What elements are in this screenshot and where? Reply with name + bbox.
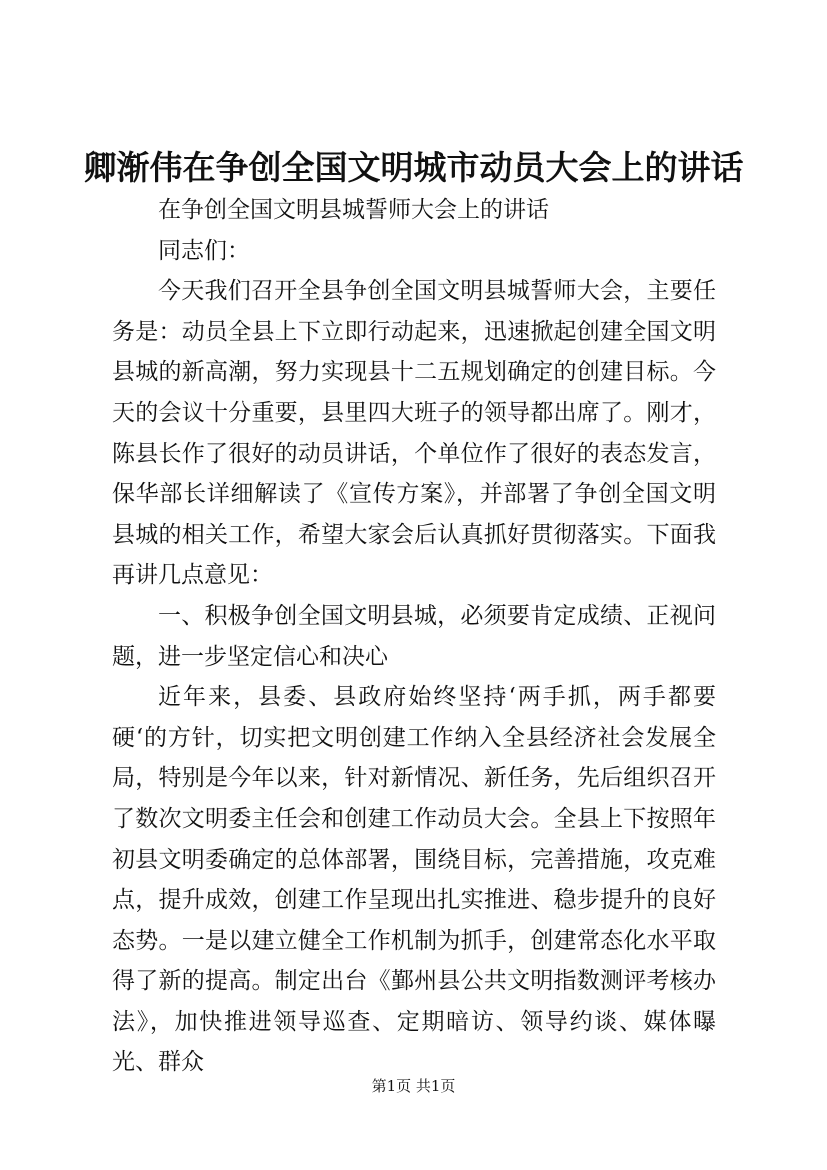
- subtitle-paragraph: 在争创全国文明县城誓师大会上的讲话: [158, 197, 549, 223]
- section-heading-paragraph: 一、积极争创全国文明县城，必须要肯定成绩、正视问题，进一步坚定信心和决心: [112, 602, 716, 670]
- document-body: [112, 190, 716, 1083]
- intro-paragraph: 今天我们召开全县争创全国文明县城誓师大会，主要任务是：动员全县上下立即行动起来，迅速掀起创建全国文明县城的新高潮，努力实现县十二五规划确定的创建目标。今天的会议十分重要，县里四大班子的领导都出席了。刚才，陈县长作了很好的动员讲话，个单位作了很好的表态发言，保华部长详细解读了《宣传方案》，并部署了争创全国文明县城的相关工作，希望大家会后认真抓好贯彻落实。下面我再讲几点意见：: [112, 278, 716, 589]
- salutation-paragraph: 同志们：: [158, 237, 250, 264]
- body-paragraph: 近年来，县委、县政府始终坚持‘两手抓，两手都要硬‘的方针，切实把文明创建工作纳入全县经济社会发展全局，特别是今年以来，针对新情况、新任务，先后组织召开了数次文明委主任会和创建工作动员大会。全县上下按照年初县文明委确定的总体部署，围绕目标，完善措施，攻克难点，提升成效，创建工作呈现出扎实推进、稳步提升的良好态势。一是以建立健全工作机制为抓手，创建常态化水平取得了新的提高。制定出台《鄞州县公共文明指数测评考核办法》，加快推进领导巡查、定期暗访、领导约谈、媒体曝光、群众: [112, 684, 716, 1076]
- page-title: 卿渐伟在争创全国文明城市动员大会上的讲话: [83, 148, 744, 187]
- page-footer: 第1页 共1页: [371, 1077, 456, 1095]
